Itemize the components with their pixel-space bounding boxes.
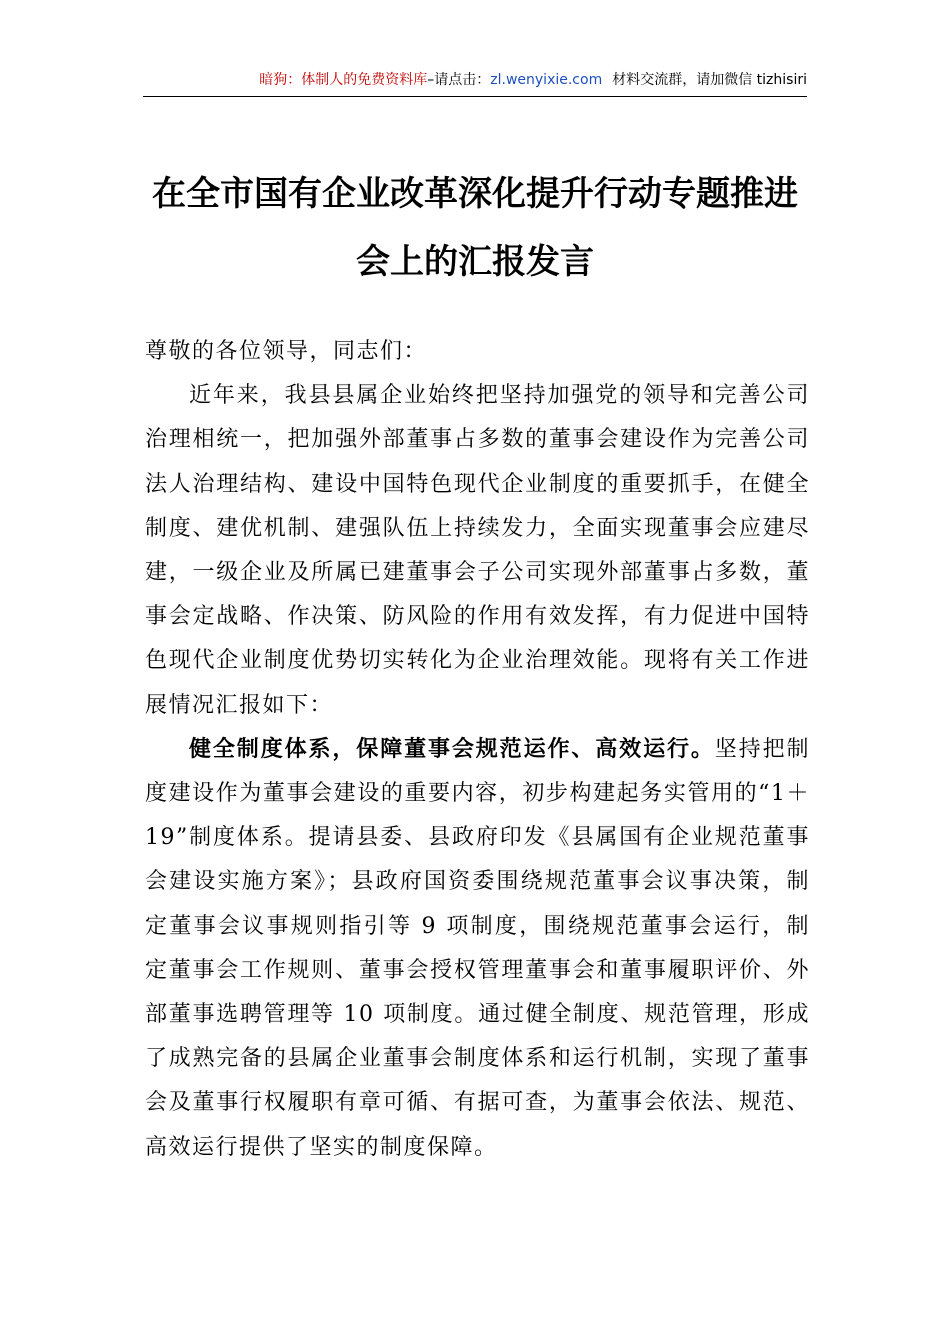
document-title: 在全市国有企业改革深化提升行动专题推进会上的汇报发言 <box>152 174 798 282</box>
document-body <box>145 330 810 1170</box>
paragraph-lead: 健全制度体系，保障董事会规范运作、高效运行。 <box>189 736 715 762</box>
paragraph-body: 坚持把制度建设作为董事会建设的重要内容，初步构建起务实管用的“1＋19”制度体系。提请县委、县政府印发《县属国有企业规范董事会建设实施方案》；县政府国资委围绕规范董事会议事决策，制定董事会议事规则指引等 9 项制度，围绕规范董事会运行，制定董事会工作规则、董事会授权管理董事会和董事履职评价、外部董事选聘管理等 10 项制度。通过健全制度、规范管理，形成了成熟完备的县属企业董事会制度体系和运行机制，实现了董事会及董事行权履职有章可循、有据可查，为董事会依法、规范、高效运行提供了坚实的制度保障。 <box>145 736 810 1160</box>
header-brand: 暗狗：体制人的免费资料库 <box>259 72 428 88</box>
header-contact: 材料交流群，请加微信 tizhisiri <box>612 72 807 88</box>
salutation: 尊敬的各位领导，同志们： <box>145 339 428 364</box>
paragraph-institutions <box>145 728 810 1170</box>
header-link[interactable]: zl.wenyixie.com <box>490 72 603 88</box>
header-separator: –请点击： <box>427 72 491 88</box>
paragraph-intro: 近年来，我县县属企业始终把坚持加强党的领导和完善公司治理相统一，把加强外部董事占多数的董事会建设作为完善公司法人治理结构、建设中国特色现代企业制度的重要抓手，在健全制度、建优机制、建强队伍上持续发力，全面实现董事会应建尽建，一级企业及所属已建董事会子公司实现外部董事占多数，董事会定战略、作决策、防风险的作用有效发挥，有力促进中国特色现代企业制度优势切实转化为企业治理效能。现将有关工作进展情况汇报如下： <box>145 383 810 718</box>
page-header <box>143 70 807 97</box>
